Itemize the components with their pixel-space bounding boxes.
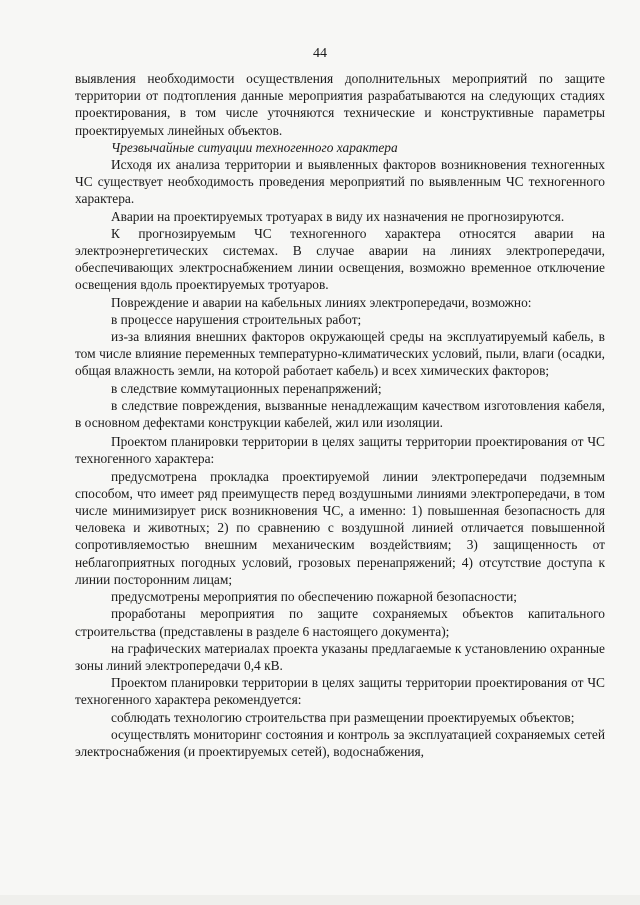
list-item: соблюдать технологию строительства при размещении проектируемых объектов; <box>111 709 575 725</box>
list-item: на графических материалах проекта указаны предлагаемые к установлению охранные зоны линий электропередачи 0,4 кВ. <box>75 640 605 673</box>
list-item: проработаны мероприятия по защите сохраняемых объектов капитального строительства (представлены в разделе 6 настоящего документа); <box>75 606 605 639</box>
paragraph: Проектом планировки территории в целях защиты территории проектирования от ЧС техногенного характера рекомендуется: <box>75 675 605 708</box>
paragraph: Аварии на проектируемых тротуарах в виду их назначения не прогнозируются. <box>111 208 565 224</box>
page-number: 44 <box>313 46 327 61</box>
paragraph: Проектом планировки территории в целях защиты территории проектирования от ЧС техногенного характера: <box>75 434 605 467</box>
list-item: предусмотрена прокладка проектируемой линии электропередачи подземным способом, что имеет ряд преимуществ перед воздушными линиями электропередачи, в том числе минимизирует риск возникновения ЧС, а именно: 1) повышенная безопасность для человека и животных; 2) по сравнению с воздушной линией отличается повышенной сопротивляемостью внешним механическим воздействиям; 3) защищенность от неблагоприятных погодных условий, грозовых перенапряжений; 4) отсутствие доступа к линии посторонним лицам; <box>75 468 605 587</box>
page-bottom-edge <box>0 895 640 905</box>
paragraph: Исходя их анализа территории и выявленных факторов возникновения техногенных ЧС существует необходимость проведения мероприятий по выявленным ЧС техногенного характера. <box>75 157 605 207</box>
list-item: из-за влияния внешних факторов окружающей среды на эксплуатируемый кабель, в том числе влияние переменных температурно-климатических условий, пыли, влаги (осадки, общая влажность земли, на которой работает кабель) и всех химических факторов; <box>75 329 605 379</box>
section-heading: Чрезвычайные ситуации техногенного характера <box>111 139 398 155</box>
document-body <box>75 70 605 760</box>
list-item: в следствие коммутационных перенапряжений; <box>111 380 382 396</box>
list-item: в следствие повреждения, вызванные ненадлежащим качеством изготовления кабеля, в основном дефектами конструкции кабелей, жил или изоляции. <box>75 397 605 431</box>
list-item: осуществлять мониторинг состояния и контроль за эксплуатацией сохраняемых сетей электроснабжения (и проектируемых сетей), водоснабжения, <box>75 726 605 759</box>
list-item: в процессе нарушения строительных работ; <box>111 311 362 327</box>
list-item: предусмотрены мероприятия по обеспечению пожарной безопасности; <box>111 589 518 605</box>
paragraph: выявления необходимости осуществления дополнительных мероприятий по защите территории от подтопления данные мероприятия разрабатываются на следующих стадиях проектирования, в том числе уточняются технические и конструктивные параметры проектируемых линейных объектов. <box>75 71 605 138</box>
paragraph: К прогнозируемым ЧС техногенного характера относятся аварии на электроэнергетических системах. В случае аварии на линиях электропередачи, обеспечивающих электроснабжением линии освещения, возможно временное отключение освещения вдоль проектируемых тротуаров. <box>75 225 605 293</box>
paragraph: Повреждение и аварии на кабельных линиях электропередачи, возможно: <box>111 294 532 310</box>
